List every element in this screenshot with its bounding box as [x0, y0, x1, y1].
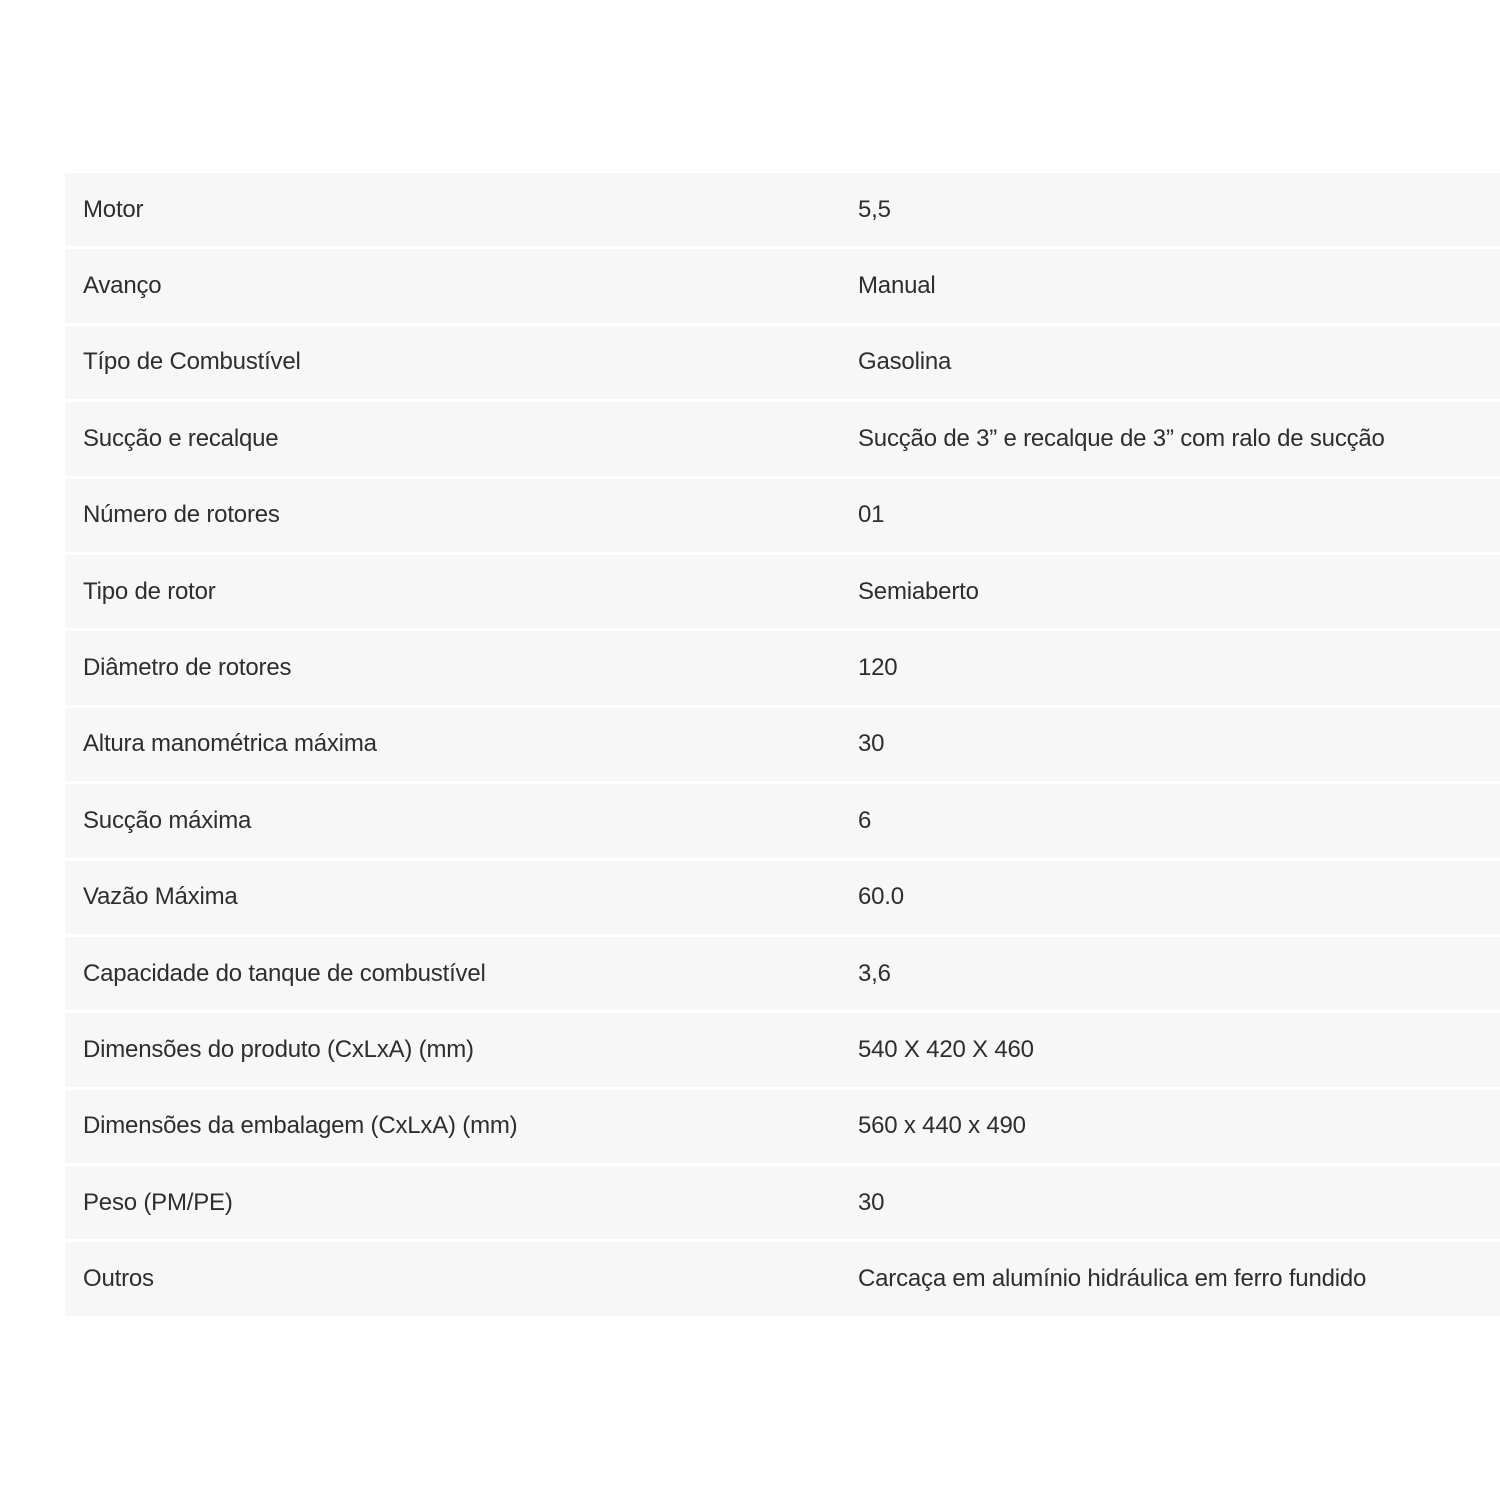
spec-label: Diâmetro de rotores: [83, 654, 292, 682]
spec-row-outros: [65, 1242, 1500, 1315]
spec-row-succao-recalque: [65, 402, 1500, 475]
spec-row-diametro-rotores: [65, 631, 1500, 704]
spec-label: Avanço: [83, 272, 162, 300]
spec-value: 6: [858, 806, 872, 834]
spec-label: Dimensões da embalagem (CxLxA) (mm): [83, 1112, 518, 1140]
specifications-table: [65, 173, 1500, 1316]
spec-label: Número de rotores: [83, 501, 280, 529]
spec-row-tipo-rotor: [65, 555, 1500, 628]
spec-label: Motor: [83, 195, 144, 223]
spec-row-peso: [65, 1166, 1500, 1239]
spec-row-tipo-combustivel: [65, 326, 1500, 399]
spec-value: 60.0: [858, 883, 904, 911]
spec-label: Tipo de rotor: [83, 577, 216, 605]
spec-value: Manual: [858, 272, 936, 300]
spec-value: 01: [858, 501, 885, 529]
spec-value: Sucção de 3” e recalque de 3” com ralo de sucção: [858, 424, 1385, 452]
spec-value: 30: [858, 730, 885, 758]
spec-row-succao-maxima: [65, 784, 1500, 857]
spec-value: 120: [858, 654, 898, 682]
spec-row-capacidade-tanque: [65, 937, 1500, 1010]
spec-value: Carcaça em alumínio hidráulica em ferro fundido: [858, 1265, 1367, 1293]
spec-label: Dimensões do produto (CxLxA) (mm): [83, 1035, 474, 1063]
spec-label: Altura manométrica máxima: [83, 730, 377, 758]
spec-row-altura-manometrica: [65, 708, 1500, 781]
spec-value: 3,6: [858, 959, 891, 987]
spec-label: Sucção e recalque: [83, 424, 279, 452]
spec-label: Outros: [83, 1265, 154, 1293]
spec-label: Típo de Combustível: [83, 348, 301, 376]
spec-row-dimensoes-embalagem: [65, 1090, 1500, 1163]
spec-value: 5,5: [858, 195, 891, 223]
spec-row-numero-rotores: [65, 479, 1500, 552]
spec-row-motor: [65, 173, 1500, 246]
spec-label: Capacidade do tanque de combustível: [83, 959, 486, 987]
spec-value: 540 X 420 X 460: [858, 1035, 1034, 1063]
spec-label: Vazão Máxima: [83, 883, 238, 911]
spec-value: Gasolina: [858, 348, 952, 376]
spec-value: 30: [858, 1188, 885, 1216]
spec-row-avanco: [65, 249, 1500, 322]
spec-label: Sucção máxima: [83, 806, 252, 834]
spec-label: Peso (PM/PE): [83, 1188, 233, 1216]
spec-row-vazao-maxima: [65, 861, 1500, 934]
spec-value: 560 x 440 x 490: [858, 1112, 1026, 1140]
spec-row-dimensoes-produto: [65, 1013, 1500, 1086]
spec-value: Semiaberto: [858, 577, 979, 605]
